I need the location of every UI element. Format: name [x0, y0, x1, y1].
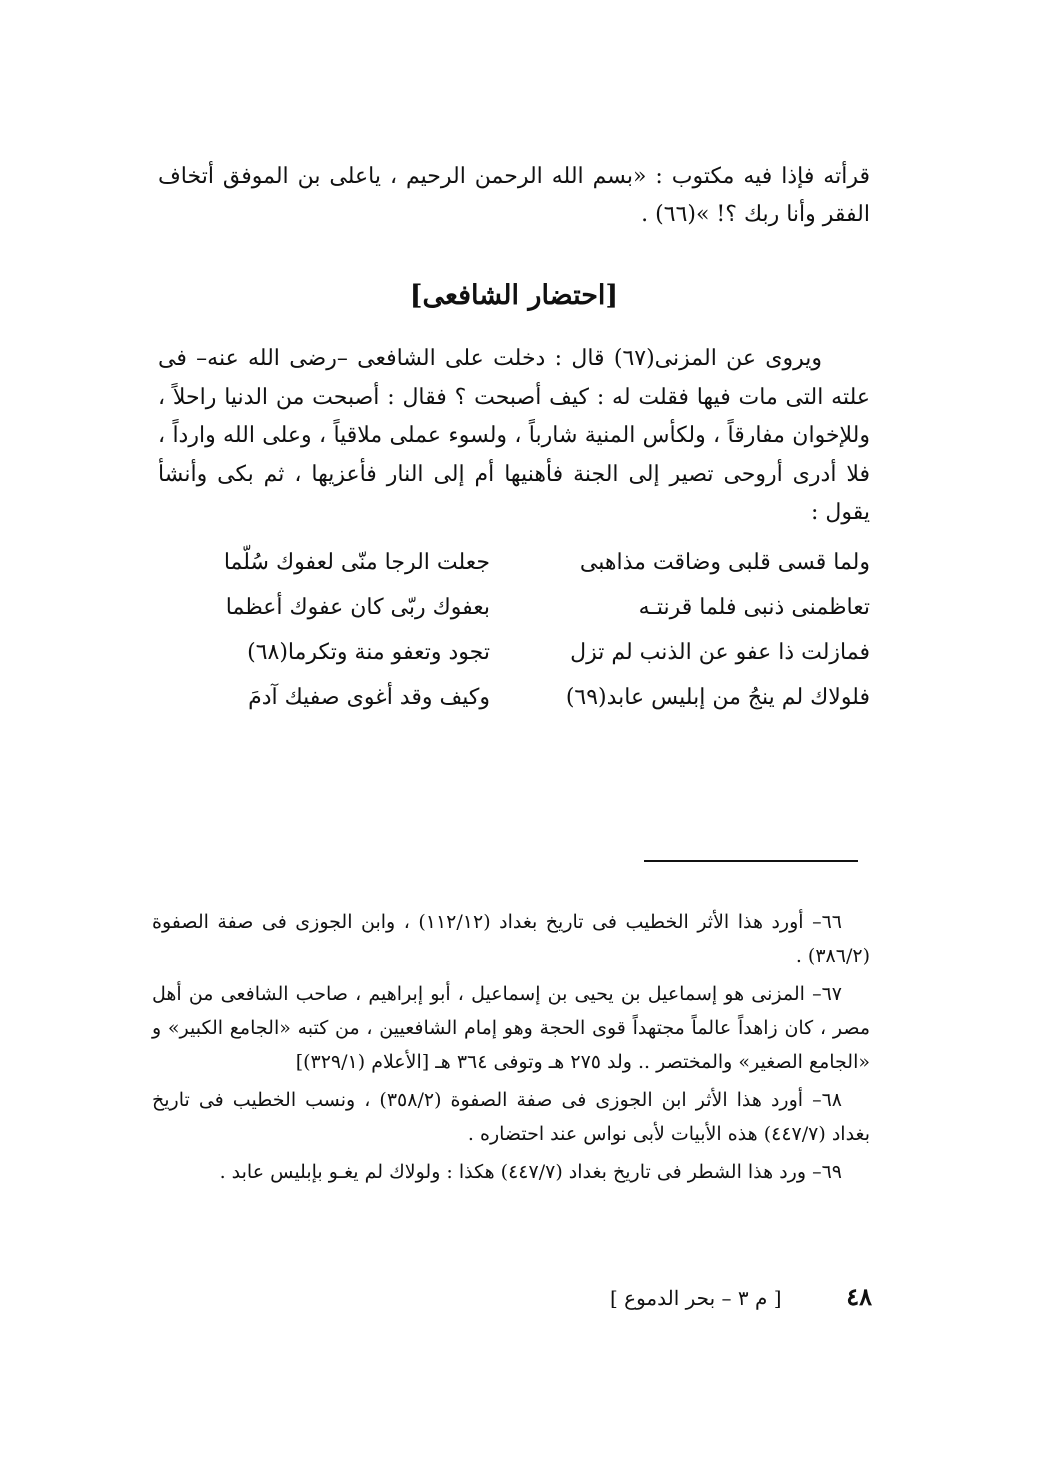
poem-second-hemistich: جعلت الرجا منّى لعفوك سُلّما: [223, 550, 490, 575]
footnote: ٦٨– أورد هذا الأثر ابن الجوزى فى صفة الصفوة (٣٥٨/٢) ، ونسب الخطيب فى تاريخ بغداد (٤٤٧/٧) هذه الأبيات لأبى نواس عند احتضاره .: [152, 1089, 870, 1145]
poem-second-hemistich: وكيف وقد أغوى صفيك آدمَ: [248, 685, 490, 710]
page-number: ٤٨: [846, 1282, 872, 1311]
footnote: ٦٦– أورد هذا الأثر الخطيب فى تاريخ بغداد (١١٢/١٢) ، وابن الجوزى فى صفة الصفوة (٣٨٦/٢) .: [152, 911, 870, 967]
page-footer: [610, 1282, 872, 1311]
body-paragraph-container: [158, 340, 870, 533]
poem-verse-row: [160, 675, 870, 720]
poem-verse-row: [160, 540, 870, 585]
body-paragraph: ويروى عن المزنى(٦٧) قال : دخلت على الشافعى –رضى الله عنه– فى علته التى مات فيها فقلت له : كيف أصبحت ؟ فقال : أصبحت من الدنيا راحلاً ، وللإخوان مفارقاً ، ولكأس المنية شارباً ، ولسوء عملى ملاقياً ، وعلى الله وارداً ، فلا أدرى أروحى تصير إلى الجنة فأهنيها أم إلى النار فأعزيها ، ثم بكى وأنشأ يقول :: [158, 346, 870, 525]
signature-mark: [ م ٣ – بحر الدموع ]: [610, 1286, 782, 1310]
section-heading: [احتضار الشافعى]: [409, 280, 619, 311]
intro-paragraph: قرأته فإذا فيه مكتوب : «بسم الله الرحمن الرحيم ، ياعلى بن الموفق أتخاف الفقر وأنا ربك ؟! »(٦٦) .: [158, 164, 870, 227]
footnote: ٦٧– المزنى هو إسماعيل بن يحيى بن إسماعيل ، أبو إبراهيم ، صاحب الشافعى من أهل مصر ، كان زاهداً عالماً مجتهداً قوى الحجة وهو إمام الشافعيين ، من كتبه «الجامع الكبير» و «الجامع الصغير» والمختصر .. ولد ٢٧٥ هـ وتوفى ٣٦٤ هـ [الأعلام (٣٢٩/١)]: [152, 983, 870, 1073]
footnotes: [152, 905, 870, 1193]
poem-first-hemistich: تعاظمنى ذنبى فلما قرنتـه: [638, 595, 870, 620]
poem-first-hemistich: ولما قسى قلبى وضاقت مذاهبى: [579, 550, 870, 575]
poem-first-hemistich: فلولاك لم ينجُ من إبليس عابد(٦٩): [565, 685, 870, 710]
poem-second-hemistich: تجود وتعفو منة وتكرما(٦٨): [247, 640, 490, 665]
footnote: ٦٩– ورد هذا الشطر فى تاريخ بغداد (٤٤٧/٧) هكذا : ولولاك لم يغـو بإبليس عابد .: [219, 1161, 842, 1183]
footnote-separator: [644, 860, 858, 862]
poem-verse-row: [160, 585, 870, 630]
poem-second-hemistich: بعفوك ربّى كان عفوك أعظما: [225, 595, 490, 620]
poem-first-hemistich: فمازلت ذا عفو عن الذنب لم تزل: [570, 640, 870, 665]
poem: [160, 540, 870, 720]
poem-verse-row: [160, 630, 870, 675]
